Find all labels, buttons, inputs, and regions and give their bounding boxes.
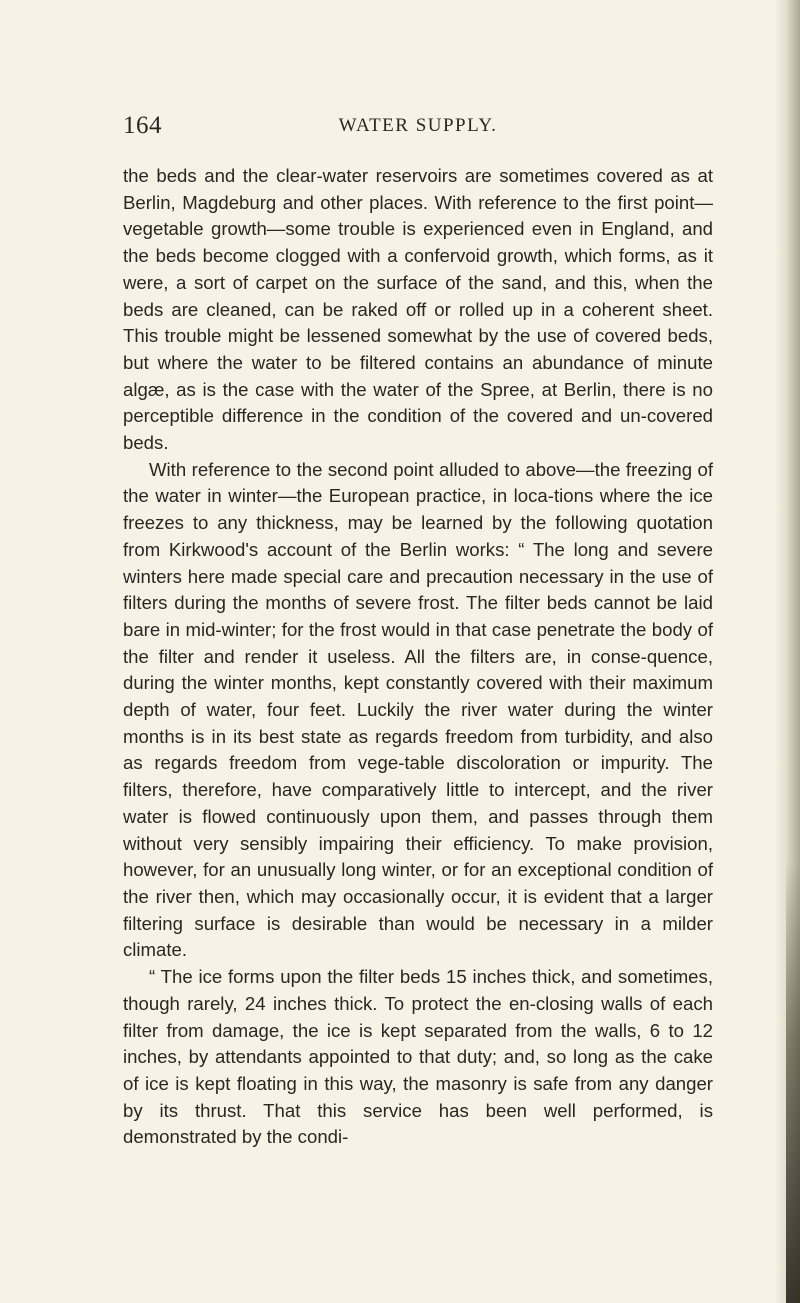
body-text (123, 163, 713, 1151)
paragraph: With reference to the second point alluded to above—the freezing of the water in winter—the European practice, in loca-tions where the ice freezes to any thickness, may be learned by the following quotation from Kirkwood's account of the Berlin works: “ The long and severe winters here made special care and precaution necessary in the use of filters during the months of severe frost. The filter beds cannot be laid bare in mid-winter; for the frost would in that case penetrate the body of the filter and render it useless. All the filters are, in conse-quence, during the winter months, kept constantly covered with their maximum depth of water, four feet. Luckily the river water during the winter months is in its best state as regards freedom from turbidity, and also as regards freedom from vege-table discoloration or impurity. The filters, therefore, have comparatively little to intercept, and the river water is flowed continuously upon them, and passes through them without very sensibly impairing their efficiency. To make provision, however, for an unusually long winter, or for an exceptional condition of the river then, which may occasionally occur, it is evident that a larger filtering surface is desirable than would be necessary in a milder climate. (123, 458, 713, 961)
paragraph: the beds and the clear-water reservoirs are sometimes covered as at Berlin, Magdeburg and other places. With reference to the first point—vegetable growth—some trouble is experienced even in England, and the beds become clogged with a confervoid growth, which forms, as it were, a sort of carpet on the surface of the sand, and this, when the beds are cleaned, can be raked off or rolled up in a coherent sheet. This trouble might be lessened somewhat by the use of covered beds, but where the water to be filtered contains an abundance of minute algæ, as is the case with the water of the Spree, at Berlin, there is no perceptible difference in the condition of the covered and un-covered beds. (123, 165, 713, 454)
page-edge-dark (786, 860, 800, 1303)
page-number: 164 (123, 112, 162, 139)
page-header (123, 112, 713, 142)
running-head: WATER SUPPLY. (338, 115, 498, 136)
paragraph: “ The ice forms upon the filter beds 15 inches thick, and sometimes, though rarely, 24 inches thick. To protect the en-closing walls of each filter from damage, the ice is kept separated from the walls, 6 to 12 inches, by attendants appointed to that duty; and, so long as the cake of ice is kept floating in this way, the masonry is safe from any danger by its thrust. That this service has been well performed, is demonstrated by the condi- (123, 966, 713, 1148)
